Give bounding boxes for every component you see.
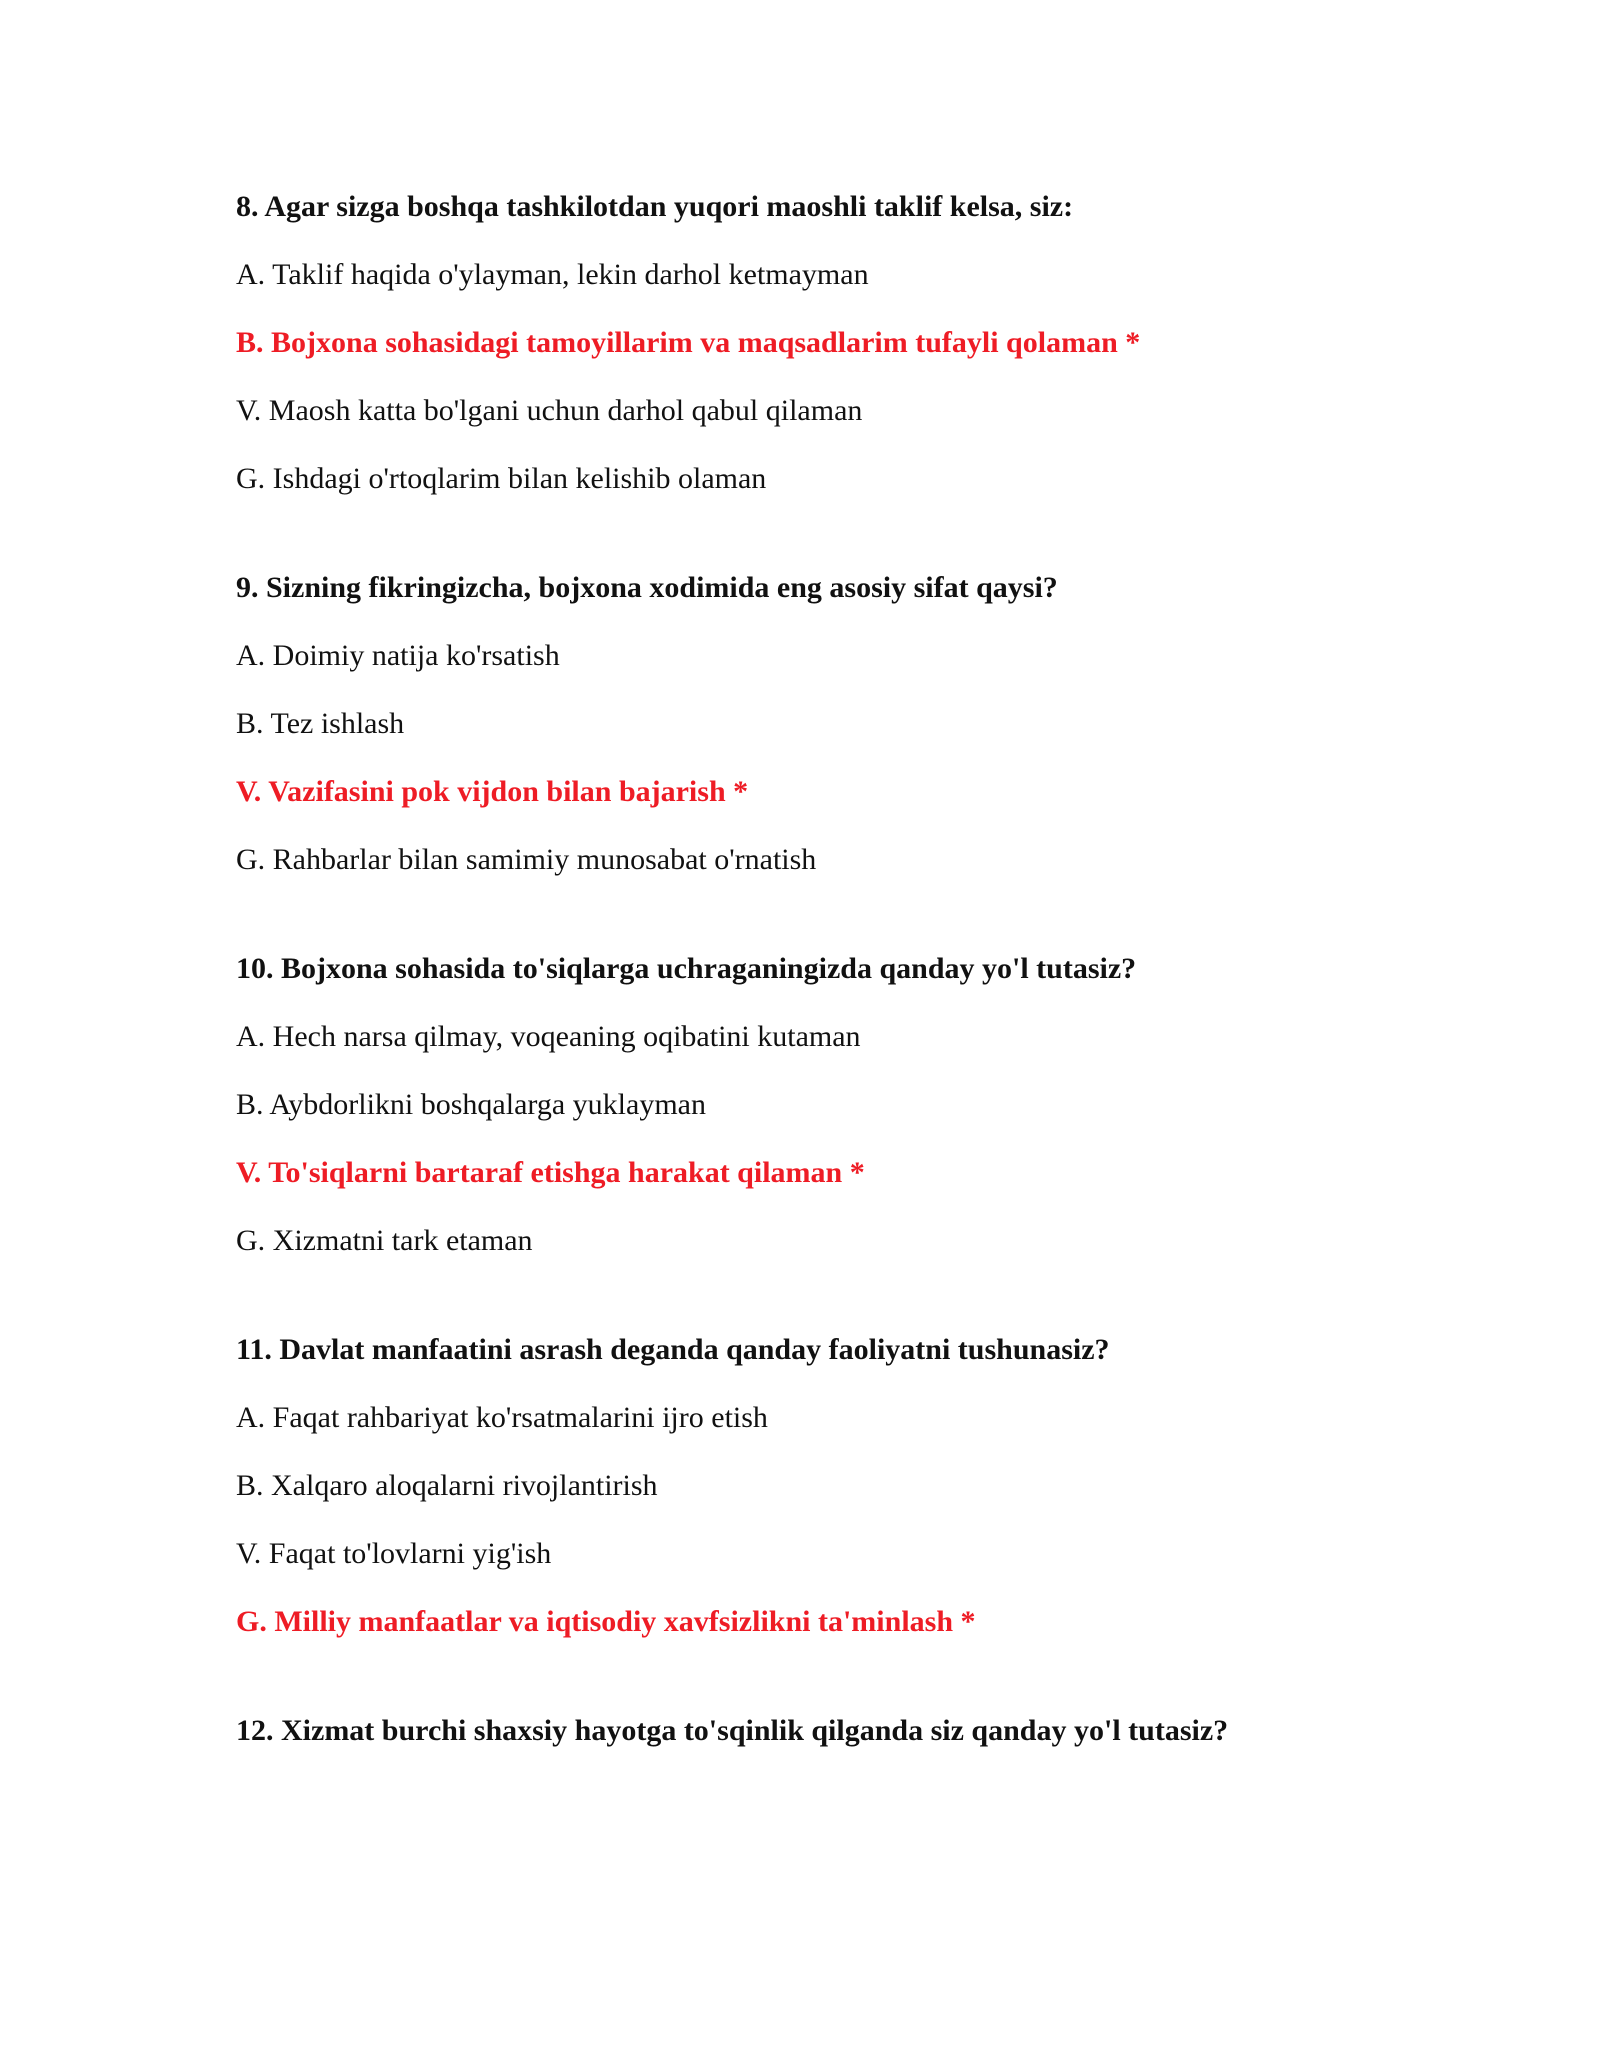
correct-answer-option: V. To'siqlarni bartaraf etishga harakat qilaman *: [236, 1156, 865, 1189]
question-title: 8. Agar sizga boshqa tashkilotdan yuqori maoshli taklif kelsa, siz:: [236, 190, 1074, 223]
question-title: 11. Davlat manfaatini asrash deganda qanday faoliyatni tushunasiz?: [236, 1333, 1110, 1366]
answer-option: B. Aybdorlikni boshqalarga yuklayman: [236, 1088, 706, 1121]
correct-answer-option: B. Bojxona sohasidagi tamoyillarim va maqsadlarim tufayli qolaman *: [236, 326, 1141, 359]
answer-option: B. Xalqaro aloqalarni rivojlantirish: [236, 1469, 658, 1502]
answer-option: A. Taklif haqida o'ylayman, lekin darhol ketmayman: [236, 258, 869, 291]
answer-option: V. Faqat to'lovlarni yig'ish: [236, 1537, 552, 1570]
answer-option: A. Hech narsa qilmay, voqeaning oqibatini kutaman: [236, 1020, 861, 1053]
question-title: 12. Xizmat burchi shaxsiy hayotga to'sqinlik qilganda siz qanday yo'l tutasiz?: [236, 1714, 1229, 1747]
answer-option: A. Faqat rahbariyat ko'rsatmalarini ijro etish: [236, 1401, 768, 1434]
question-list: [236, 186, 1436, 1819]
answer-option: G. Ishdagi o'rtoqlarim bilan kelishib olaman: [236, 462, 767, 495]
answer-option: A. Doimiy natija ko'rsatish: [236, 639, 560, 672]
answer-option: V. Maosh katta bo'lgani uchun darhol qabul qilaman: [236, 394, 863, 427]
answer-option: B. Tez ishlash: [236, 707, 405, 740]
question-12: [236, 1710, 1436, 1752]
question-title: 9. Sizning fikringizcha, bojxona xodimida eng asosiy sifat qaysi?: [236, 571, 1058, 604]
answer-option: G. Rahbarlar bilan samimiy munosabat o'rnatish: [236, 843, 817, 876]
correct-answer-option: G. Milliy manfaatlar va iqtisodiy xavfsizlikni ta'minlash *: [236, 1605, 976, 1638]
question-11: [236, 1329, 1436, 1643]
question-9: [236, 567, 1436, 881]
question-title: 10. Bojxona sohasida to'siqlarga uchraganingizda qanday yo'l tutasiz?: [236, 952, 1137, 985]
question-10: [236, 948, 1436, 1262]
question-8: [236, 186, 1436, 500]
answer-option: G. Xizmatni tark etaman: [236, 1224, 533, 1257]
correct-answer-option: V. Vazifasini pok vijdon bilan bajarish *: [236, 775, 749, 808]
